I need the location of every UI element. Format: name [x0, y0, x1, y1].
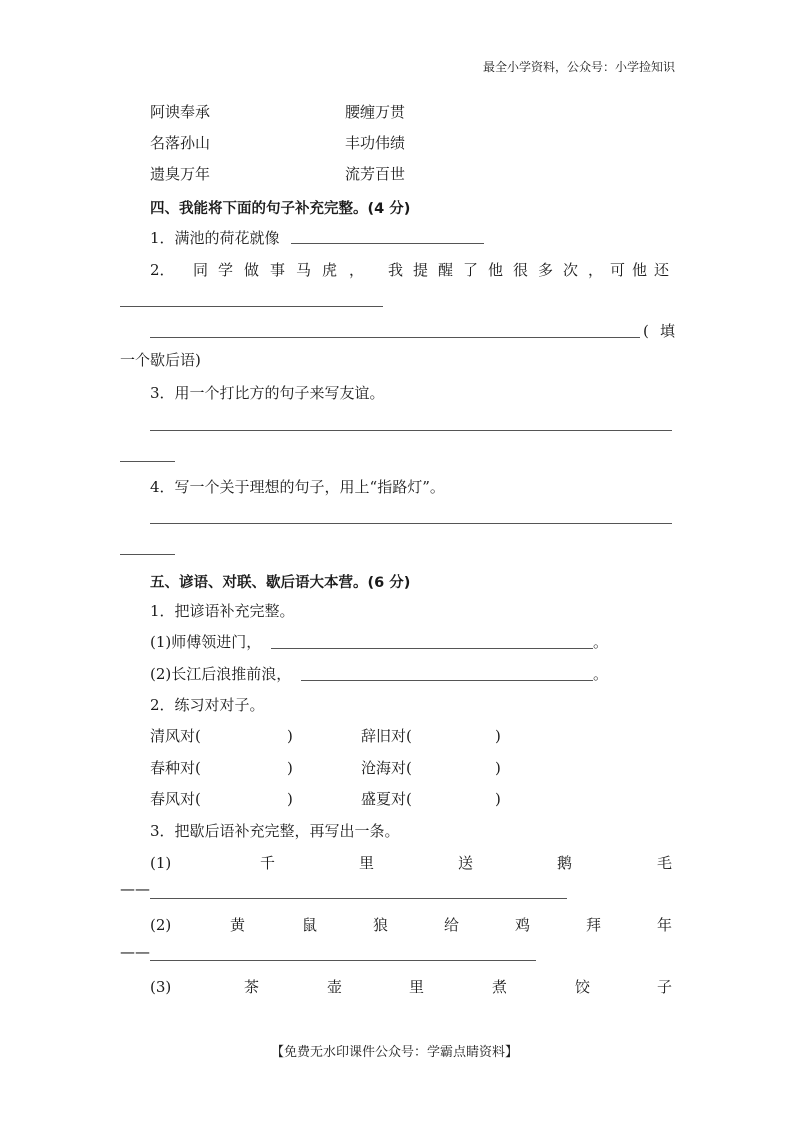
q1-answer-line[interactable] [291, 243, 484, 244]
pair-right: 沧海对( [361, 759, 412, 777]
idiom-item: 阿谀奉承 [150, 103, 211, 121]
x2-char: 年 [657, 916, 673, 934]
footer-note: 【免费无水印课件公众号：学霸点睛资料】 [271, 1045, 519, 1060]
x1-char: 千 [260, 854, 276, 872]
x3-char: 子 [657, 978, 673, 996]
x3-char: 里 [409, 978, 425, 996]
idiom-item: 腰缠万贯 [345, 103, 406, 121]
q2-char: 他 [488, 261, 504, 279]
x2-char: (2) [150, 916, 172, 934]
q2-char: 虎 [322, 261, 338, 279]
idiom-item: 丰功伟绩 [345, 134, 406, 152]
q4-answer-line-1[interactable] [150, 523, 672, 524]
q2-tian: 填 [660, 322, 676, 340]
p1a-text: (1)师傅领进门， [150, 633, 262, 651]
q2-paren-open: ( [643, 322, 649, 340]
x3-char: 煮 [492, 978, 508, 996]
pair-close: ) [287, 727, 293, 745]
x1-dash: —— [120, 880, 150, 898]
x2-char: 鸡 [515, 916, 531, 934]
section5-title: 五、谚语、对联、歇后语大本营。(6 分) [150, 575, 411, 591]
pair-close: ) [495, 759, 501, 777]
x3-char: 壶 [327, 978, 343, 996]
q2-char: 事 [270, 261, 286, 279]
x2-char: 黄 [230, 916, 246, 934]
q2-answer-line-2[interactable] [150, 337, 640, 338]
q1-text: 1．满池的荷花就像 [150, 229, 280, 247]
x1-char: 鹅 [557, 854, 573, 872]
idiom-item: 流芳百世 [345, 165, 406, 183]
p1b-period: 。 [593, 665, 609, 683]
header-note: 最全小学资料，公众号：小学捡知识 [483, 60, 676, 74]
q2-char: 还 [654, 261, 670, 279]
q3-answer-line-2[interactable] [120, 461, 175, 462]
q2-char: 提 [413, 261, 429, 279]
pair-right: 辞旧对( [361, 727, 412, 745]
pair-close: ) [495, 790, 501, 808]
q2-char: 学 [218, 261, 234, 279]
q2-char: 2． [150, 261, 175, 279]
x2-char: 鼠 [302, 916, 318, 934]
p3-text: 3．把歇后语补充完整，再写出一条。 [150, 822, 400, 840]
q2-char: 醒 [438, 261, 454, 279]
q2-char: ， [588, 261, 604, 279]
x1-char: 里 [359, 854, 375, 872]
p2-text: 2．练习对对子。 [150, 696, 265, 714]
x1-char: 送 [458, 854, 474, 872]
q2-char: 马 [296, 261, 312, 279]
q2-answer-line-1[interactable] [120, 306, 383, 307]
x2-char: 狼 [373, 916, 389, 934]
x1-answer-line[interactable] [150, 898, 567, 899]
x2-char: 拜 [586, 916, 602, 934]
x1-char: (1) [150, 854, 172, 872]
x2-dash: —— [120, 943, 150, 961]
pair-left: 春风对( [150, 790, 201, 808]
p1-text: 1．把谚语补充完整。 [150, 602, 295, 620]
q2-char: 同 [193, 261, 209, 279]
q2-char: 可 [610, 261, 626, 279]
x3-char: 饺 [575, 978, 591, 996]
pair-close: ) [287, 790, 293, 808]
pair-left: 清风对( [150, 727, 201, 745]
p1b-answer-line[interactable] [301, 680, 593, 681]
pair-close: ) [495, 727, 501, 745]
pair-close: ) [287, 759, 293, 777]
q2-char: 我 [388, 261, 404, 279]
x1-char: 毛 [657, 854, 673, 872]
q2-note: 一个歇后语) [120, 351, 201, 369]
q2-char: 次 [563, 261, 579, 279]
p1a-answer-line[interactable] [271, 648, 593, 649]
q2-char: 了 [463, 261, 479, 279]
q4-text: 4．写一个关于理想的句子，用上“指路灯”。 [150, 478, 445, 496]
q2-char: 做 [244, 261, 260, 279]
x2-answer-line[interactable] [150, 960, 536, 961]
x3-char: (3) [150, 978, 172, 996]
x3-char: 茶 [244, 978, 260, 996]
q2-char: 多 [538, 261, 554, 279]
p1b-text: (2)长江后浪推前浪， [150, 665, 292, 683]
x2-char: 给 [444, 916, 460, 934]
q3-text: 3．用一个打比方的句子来写友谊。 [150, 384, 385, 402]
q4-answer-line-2[interactable] [120, 554, 175, 555]
q3-answer-line-1[interactable] [150, 430, 672, 431]
idiom-item: 名落孙山 [150, 134, 211, 152]
q2-char: 很 [513, 261, 529, 279]
q2-char: ， [349, 261, 365, 279]
idiom-item: 遗臭万年 [150, 165, 211, 183]
pair-right: 盛夏对( [361, 790, 412, 808]
section4-title: 四、我能将下面的句子补充完整。(4 分) [150, 201, 411, 217]
p1a-period: 。 [593, 633, 609, 651]
q2-char: 他 [632, 261, 648, 279]
pair-left: 春种对( [150, 759, 201, 777]
